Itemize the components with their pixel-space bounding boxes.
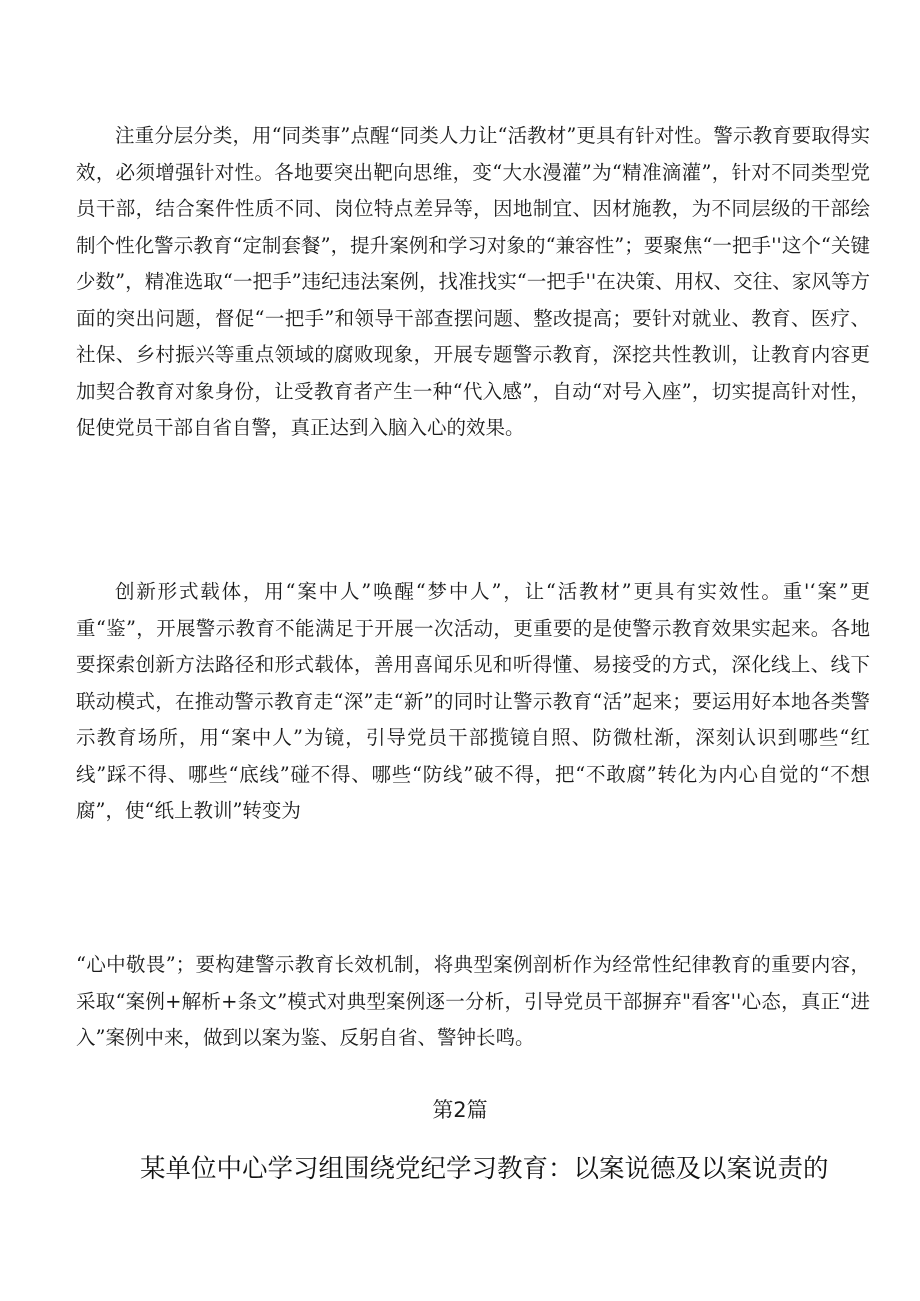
paragraph-targeted-warning-education: 注重分层分类，用“同类事”点醒“同类人力让“活教材”更具有针对性。警示教育要取得实效，必须增强针对性。各地要突出靶向思维，变“大水漫灌”为“精准滴灌”，针对不同类型党员干部，结合案件性质不同、岗位特点差异等，因地制宜、因材施教，为不同层级的干部绘制个性化警示教育“定制套餐”，提升案例和学习对象的“兼容性”；要聚焦“一把手''这个“关键少数”，精准选取“一把手”违纪违法案例，找准找实“一把手''在决策、用权、交往、家风等方面的突出问题，督促“一把手”和领导干部查摆问题、整改提高；要针对就业、教育、医疗、社保、乡村振兴等重点领域的腐败现象，开展专题警示教育，深挖共性教训，让教育内容更加契合教育对象身份，让受教育者产生一种“代入感”，自动“对号入座”，切实提高针对性，促使党员干部自省自警，真正达到入脑入心的效果。	[76, 124, 870, 439]
document-title: 某单位中心学习组围绕党纪学习教育：以案说德及以案说责的	[140, 1154, 829, 1184]
paragraph-long-term-mechanism: “心中敬畏”；要构建警示教育长效机制，将典型案例剖析作为经常性纪律教育的重要内容，采取“案例+解析+条文”模式对典型案例逐一分析，引导党员干部摒弃"看客''心态，真正“进入”案例中来，做到以案为鉴、反躬自省、警钟长鸣。	[76, 953, 870, 1049]
paragraph-innovative-forms: 创新形式载体，用“案中人”唤醒“梦中人”，让“活教材”更具有实效性。重'‘案”更重“鉴”，开展警示教育不能满足于开展一次活动，更重要的是使警示教育效果实起来。各地要探索创新方法路径和形式载体，善用喜闻乐见和听得懂、易接受的方式，深化线上、线下联动模式，在推动警示教育走“深”走“新”的同时让警示教育“活”起来；要运用好本地各类警示教育场所，用“案中人”为镜，引导党员干部揽镜自照、防微杜渐，深刻认识到哪些“红线”踩不得、哪些“底线”碰不得、哪些“防线”破不得，把“不敢腐”转化为内心自觉的“不想腐”，使“纸上教训”转变为	[76, 580, 870, 822]
section-label: 第2篇	[432, 1098, 488, 1122]
